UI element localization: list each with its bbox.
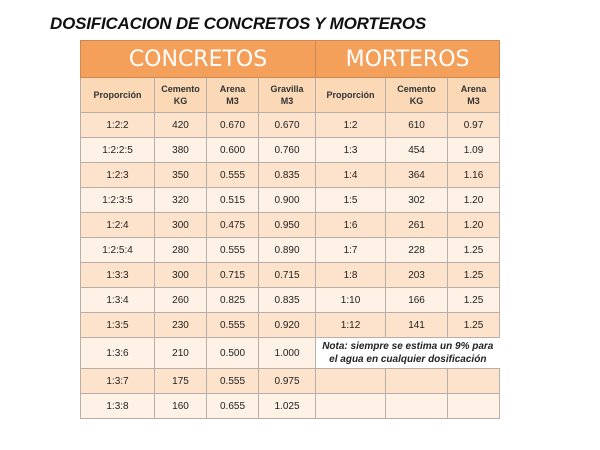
concreto-cell: 0.670 (207, 113, 259, 138)
table-row (81, 238, 500, 263)
table-row (81, 163, 500, 188)
concreto-cell: 175 (155, 369, 207, 394)
concreto-cell: 210 (155, 338, 207, 369)
morteros-heading: MORTEROS (316, 41, 500, 78)
concreto-cell: 380 (155, 138, 207, 163)
mortero-cell: 1.16 (448, 163, 500, 188)
concreto-cell: 1:2:2:5 (81, 138, 155, 163)
table-row (81, 313, 500, 338)
table-row (81, 369, 500, 394)
mortero-cell: 1.09 (448, 138, 500, 163)
concreto-cell: 1.025 (259, 394, 316, 419)
mortero-cell: 1.25 (448, 263, 500, 288)
concreto-cell: 0.920 (259, 313, 316, 338)
mortero-cell: 1.20 (448, 213, 500, 238)
mortero-cell: 1.25 (448, 313, 500, 338)
col-header-unit: KG (409, 96, 424, 106)
concreto-cell: 1:2:5:4 (81, 238, 155, 263)
concreto-cell: 160 (155, 394, 207, 419)
concreto-cell: 230 (155, 313, 207, 338)
empty-cell (386, 394, 448, 419)
mortero-cell: 141 (386, 313, 448, 338)
concreto-cell: 0.890 (259, 238, 316, 263)
concreto-cell: 1:3:6 (81, 338, 155, 369)
mortero-cell: 1.20 (448, 188, 500, 213)
mortero-cell: 1:7 (316, 238, 386, 263)
table-row (81, 213, 500, 238)
mortero-cell: 1:12 (316, 313, 386, 338)
concreto-cell: 0.655 (207, 394, 259, 419)
concreto-cell: 0.555 (207, 313, 259, 338)
empty-cell (316, 369, 386, 394)
concreto-cell: 0.555 (207, 163, 259, 188)
dosage-table (80, 40, 500, 419)
table-row (81, 138, 500, 163)
concreto-cell: 420 (155, 113, 207, 138)
mortero-cell: 1:8 (316, 263, 386, 288)
concreto-cell: 1:2:4 (81, 213, 155, 238)
note-text: Nota: siempre se estima un 9% para el agua en cualquier dosificación (316, 338, 500, 369)
concreto-cell: 1:3:8 (81, 394, 155, 419)
table-row (81, 263, 500, 288)
mortero-cell: 302 (386, 188, 448, 213)
concreto-cell: 0.500 (207, 338, 259, 369)
concreto-cell: 0.715 (207, 263, 259, 288)
concreto-cell: 300 (155, 213, 207, 238)
mortero-cell: 1:6 (316, 213, 386, 238)
col-header-top: Gravilla (270, 84, 304, 94)
concreto-cell: 0.975 (259, 369, 316, 394)
col-header-top: Arena (460, 84, 487, 94)
concreto-cell: 0.555 (207, 238, 259, 263)
concreto-cell: 320 (155, 188, 207, 213)
mortero-cell: 454 (386, 138, 448, 163)
mortero-cell: 1:3 (316, 138, 386, 163)
mortero-cell: 203 (386, 263, 448, 288)
concreto-cell: 260 (155, 288, 207, 313)
col-header-unit: M3 (226, 96, 239, 106)
concreto-cell: 1:3:4 (81, 288, 155, 313)
concreto-cell: 0.900 (259, 188, 316, 213)
concreto-cell: 0.715 (259, 263, 316, 288)
col-header-unit: KG (173, 96, 188, 106)
concreto-cell: 0.950 (259, 213, 316, 238)
col-header (155, 78, 207, 113)
concreto-cell: 1:3:5 (81, 313, 155, 338)
table-row (81, 113, 500, 138)
empty-cell (386, 369, 448, 394)
mortero-cell: 364 (386, 163, 448, 188)
empty-cell (448, 369, 500, 394)
concreto-cell: 0.835 (259, 163, 316, 188)
mortero-cell: 1:10 (316, 288, 386, 313)
empty-cell (316, 394, 386, 419)
concreto-cell: 1:2:2 (81, 113, 155, 138)
mortero-cell: 228 (386, 238, 448, 263)
table-row (81, 188, 500, 213)
concreto-cell: 0.835 (259, 288, 316, 313)
empty-cell (448, 394, 500, 419)
concreto-cell: 1.000 (259, 338, 316, 369)
col-header (448, 78, 500, 113)
col-header (207, 78, 259, 113)
col-header-unit: M3 (467, 96, 480, 106)
col-header-top: Proporción (326, 90, 375, 100)
concreto-cell: 0.515 (207, 188, 259, 213)
concreto-cell: 0.555 (207, 369, 259, 394)
col-header-top: Proporción (93, 90, 142, 100)
mortero-cell: 261 (386, 213, 448, 238)
mortero-cell: 1:4 (316, 163, 386, 188)
mortero-cell: 0.97 (448, 113, 500, 138)
concreto-cell: 1:2:3 (81, 163, 155, 188)
concreto-cell: 350 (155, 163, 207, 188)
col-header-unit: M3 (280, 96, 294, 106)
table-row (81, 394, 500, 419)
col-header (259, 78, 316, 113)
concreto-cell: 0.670 (259, 113, 316, 138)
concreto-cell: 300 (155, 263, 207, 288)
concretos-heading: CONCRETOS (81, 41, 316, 78)
page-title: DOSIFICACION DE CONCRETOS Y MORTEROS (50, 14, 426, 33)
col-header (386, 78, 448, 113)
concreto-cell: 0.825 (207, 288, 259, 313)
concreto-cell: 0.760 (259, 138, 316, 163)
mortero-cell: 166 (386, 288, 448, 313)
col-header-top: Cemento (397, 84, 436, 94)
concreto-cell: 0.600 (207, 138, 259, 163)
concreto-cell: 1:2:3:5 (81, 188, 155, 213)
concreto-cell: 0.475 (207, 213, 259, 238)
concreto-cell: 1:3:3 (81, 263, 155, 288)
table-row (81, 338, 500, 369)
table-row (81, 288, 500, 313)
mortero-cell: 610 (386, 113, 448, 138)
concreto-cell: 280 (155, 238, 207, 263)
col-header-top: Cemento (161, 84, 200, 94)
mortero-cell: 1.25 (448, 288, 500, 313)
col-header (316, 78, 386, 113)
mortero-cell: 1.25 (448, 238, 500, 263)
mortero-cell: 1:5 (316, 188, 386, 213)
mortero-cell: 1:2 (316, 113, 386, 138)
concreto-cell: 1:3:7 (81, 369, 155, 394)
col-header (81, 78, 155, 113)
col-header-top: Arena (219, 84, 246, 94)
